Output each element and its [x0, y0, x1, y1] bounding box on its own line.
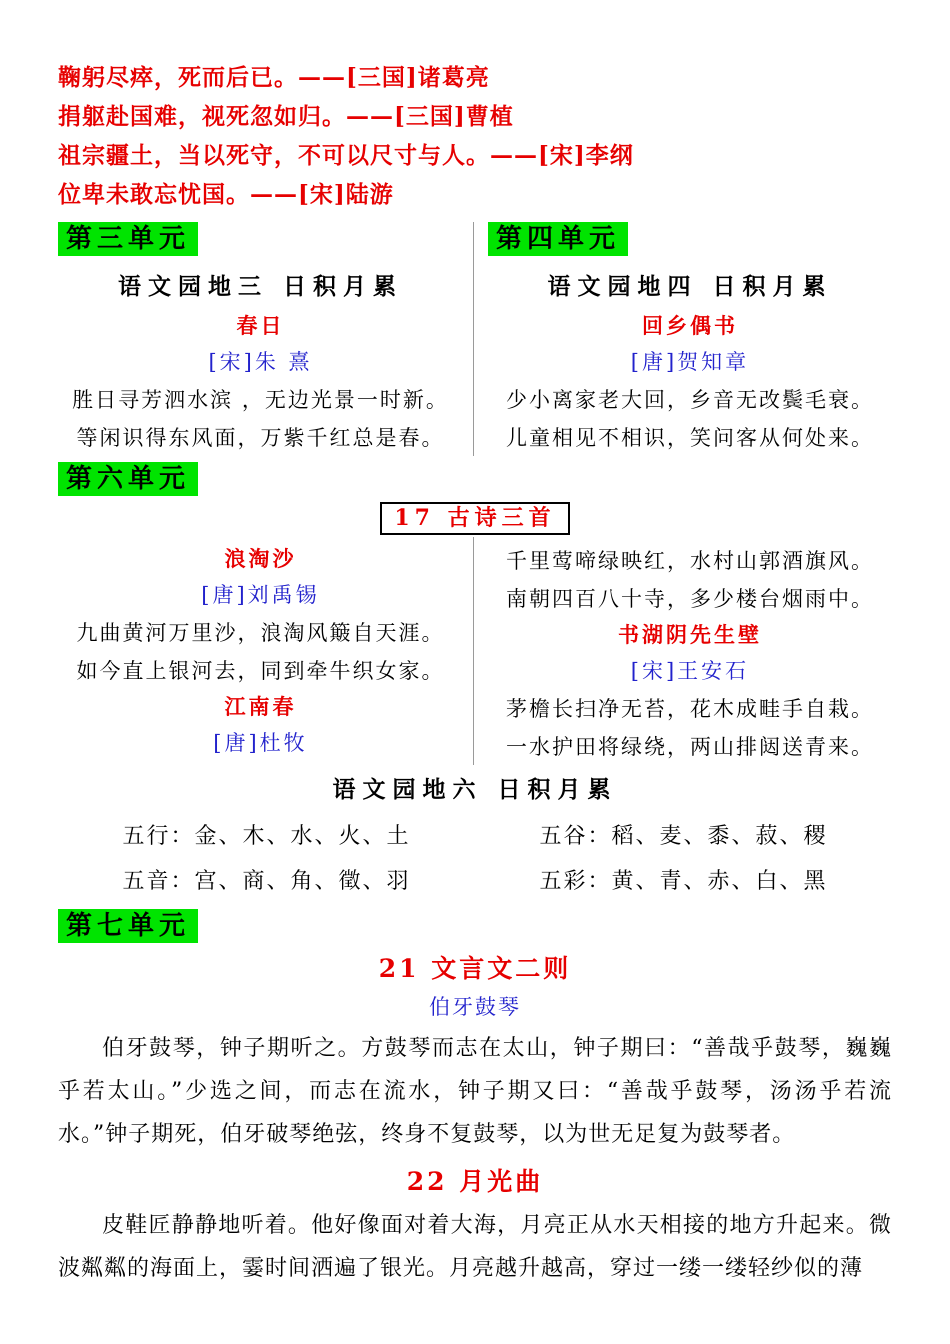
quote-line: 捐躯赴国难，视死忽如归。——[三国]曹植 — [58, 103, 514, 130]
unit6-right-column — [473, 537, 892, 765]
wuyin-item: 五音：宫、商、角、徵、羽 — [122, 869, 411, 894]
lesson17-title-box: 17 古诗三首 — [380, 502, 569, 535]
unit6-header-row — [58, 462, 892, 496]
five-row — [58, 864, 892, 895]
poem-author-dumu: [唐]杜牧 — [213, 731, 308, 755]
wugu-item: 五谷：稻、麦、黍、菽、稷 — [539, 824, 828, 849]
lesson22-title: 22 月光曲 — [406, 1167, 544, 1196]
poem-line: 一水护田将绿绕，两山排闼送青来。 — [506, 735, 874, 759]
unit6-header-badge: 第六单元 — [58, 462, 198, 496]
poem-title-langtaosha: 浪淘沙 — [224, 546, 297, 571]
poem-line: 少小离家老大回，乡音无改鬓毛衰。 — [506, 388, 874, 412]
five-categories-block — [58, 819, 892, 895]
poem-author-zhuxi: [宋]朱 熹 — [208, 350, 313, 374]
quote-line: 位卑未敢忘忧国。——[宋]陆游 — [58, 181, 394, 208]
poem-line: 儿童相见不相识，笑问客从何处来。 — [506, 426, 874, 450]
moonlight-paragraph: 皮鞋匠静静地听着。他好像面对着大海，月亮正从水天相接的地方升起来。微波粼粼的海面上，霎时间洒遍了银光。月亮越升越高，穿过一缕一缕轻纱似的薄 — [58, 1213, 892, 1281]
patriotic-quotes-block — [58, 58, 892, 214]
wucai-item: 五彩：黄、青、赤、白、黑 — [539, 869, 828, 894]
unit4-garden-title: 语文园地四 日积月累 — [547, 273, 833, 300]
unit6-left-column — [58, 537, 473, 765]
boya-paragraph: 伯牙鼓琴，钟子期听之。方鼓琴而志在太山，钟子期曰：“善哉乎鼓琴，巍巍乎若太山。”少选之间，而志在流水，钟子期又曰：“善哉乎鼓琴，汤汤乎若流水。”钟子期死，伯牙破琴绝弦，终身不复鼓琴，以为世无足复为鼓琴者。 — [58, 1036, 892, 1147]
poem-line: 九曲黄河万里沙，浪淘风簸自天涯。 — [76, 621, 445, 645]
lesson17-box-row — [58, 502, 892, 535]
poem-title-jiangnanchun: 江南春 — [224, 694, 297, 719]
poem-title-huixiangoushu: 回乡偶书 — [642, 313, 738, 338]
unit6-poems-section — [58, 537, 892, 765]
poem-line: 如今直上银河去，同到牵牛织女家。 — [76, 659, 445, 683]
unit7-header-row — [58, 909, 892, 943]
poem-line: 等闲识得东风面，万紫千红总是春。 — [76, 426, 445, 450]
quote-line: 祖宗疆土，当以死守，不可以尺寸与人。——[宋]李纲 — [58, 142, 634, 169]
poem-line: 胜日寻芳泗水滨 ，无边光景一时新。 — [72, 388, 449, 412]
poem-author-hezhizhang: [唐]贺知章 — [630, 350, 750, 374]
unit3-garden-title: 语文园地三 日积月累 — [117, 273, 403, 300]
unit3-unit4-section — [58, 222, 892, 456]
poem-title-shuhuyin: 书湖阴先生壁 — [618, 622, 762, 647]
unit3-header-row — [58, 222, 463, 266]
boya-subtitle: 伯牙鼓琴 — [429, 995, 521, 1019]
poem-line: 千里莺啼绿映红，水村山郭酒旗风。 — [506, 549, 874, 573]
poem-line: 南朝四百八十寺，多少楼台烟雨中。 — [506, 587, 874, 611]
unit3-header-badge: 第三单元 — [58, 222, 198, 256]
poem-author-wanganshi: [宋]王安石 — [630, 659, 750, 683]
poem-title-chunri: 春日 — [236, 313, 285, 338]
five-row — [58, 819, 892, 850]
quote-line: 鞠躬尽瘁，死而后已。——[三国]诸葛亮 — [58, 64, 490, 91]
unit6-garden-title: 语文园地六 日积月累 — [332, 776, 618, 803]
poem-line: 茅檐长扫净无苔，花木成畦手自栽。 — [506, 697, 874, 721]
unit4-column — [473, 222, 892, 456]
unit4-header-badge: 第四单元 — [488, 222, 628, 256]
unit4-header-row — [488, 222, 892, 266]
lesson21-title: 21 文言文二则 — [378, 954, 572, 983]
unit7-header-badge: 第七单元 — [58, 909, 198, 943]
wuxing-item: 五行：金、木、水、火、土 — [122, 824, 411, 849]
poem-author-liuyuxi: [唐]刘禹锡 — [201, 583, 320, 607]
unit3-column — [58, 222, 473, 456]
